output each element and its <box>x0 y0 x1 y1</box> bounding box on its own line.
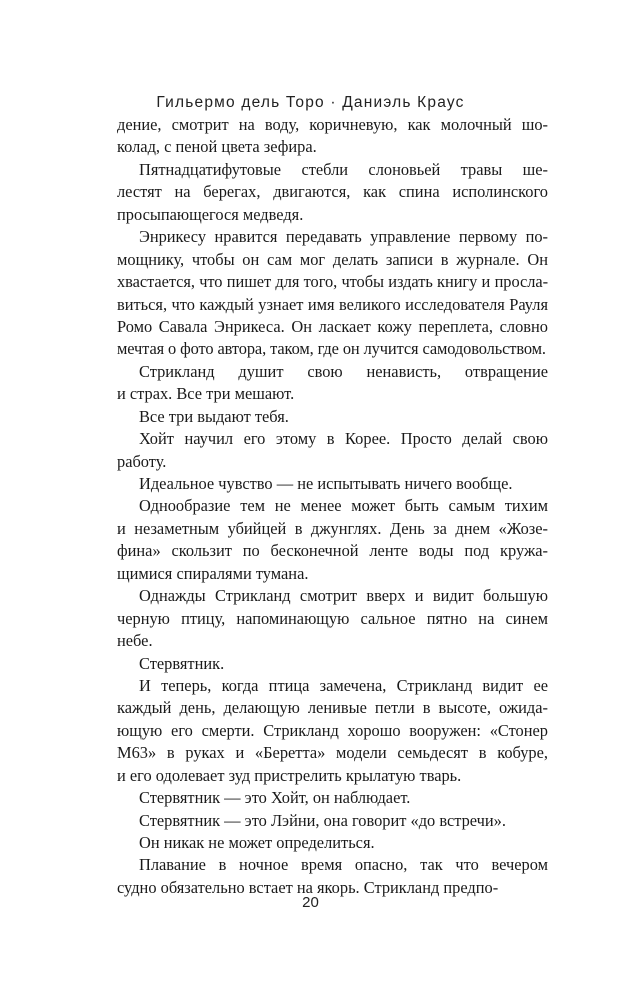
text-line: хвастается, что пишет для того, чтобы издать книгу и просла- <box>117 272 548 292</box>
text-line: мечтая о фото автора, таком, где он лучится самодовольством. <box>117 339 546 359</box>
paragraph <box>117 159 548 226</box>
paragraph <box>117 114 548 159</box>
text-line: Однажды Стрикланд смотрит вверх и видит большую <box>139 586 548 606</box>
paragraph <box>117 832 548 854</box>
text-line: ющую его смерти. Стрикланд хорошо вооружен: «Стонер <box>117 720 548 740</box>
text-line: и незаметным убийцей в джунглях. День за днем «Жозе- <box>117 518 548 538</box>
text-line: Стервятник. <box>139 653 225 673</box>
text-line: Энрикесу нравится передавать управление первому по- <box>139 227 548 247</box>
text-line: фина» скользит по бесконечной ленте воды под кружа- <box>117 541 548 561</box>
paragraph <box>117 787 548 809</box>
paragraph <box>117 361 548 406</box>
text-line: M63» в руках и «Беретта» модели семьдесят в кобуре, <box>117 743 548 763</box>
text-line: лестят на берегах, двигаются, как спина исполинского <box>117 182 548 202</box>
text-line: Стервятник — это Лэйни, она говорит «до встречи». <box>139 810 506 830</box>
text-line: Все три выдают тебя. <box>139 406 289 426</box>
text-line: мощнику, чтобы он сам мог делать записи в журнале. Он <box>117 249 548 269</box>
paragraph <box>117 495 548 585</box>
paragraph <box>117 226 548 361</box>
text-line: колад, с пеной цвета зефира. <box>117 137 317 157</box>
paragraph <box>117 406 548 428</box>
text-line: дение, смотрит на воду, коричневую, как молочный шо- <box>117 115 548 134</box>
running-head: Гильермо дель Торо · Даниэль Краус <box>156 94 465 111</box>
paragraph <box>117 810 548 832</box>
text-line: черную птицу, напоминающую сальное пятно на синем <box>117 608 548 628</box>
text-line: щимися спиралями тумана. <box>117 563 309 583</box>
paragraph <box>117 428 548 473</box>
paragraph <box>117 854 548 899</box>
paragraph <box>117 653 548 675</box>
text-line: и страх. Все три мешают. <box>117 384 295 404</box>
text-line: и его одолевает зуд пристрелить крылатую тварь. <box>117 765 462 785</box>
text-line: Ромо Савала Энрикеса. Он ласкает кожу переплета, словно <box>117 316 548 336</box>
body-text <box>117 114 548 899</box>
text-line: Хойт научил его этому в Корее. Просто делай свою <box>139 429 548 449</box>
text-line: Однообразие тем не менее может быть самым тихим <box>139 496 548 516</box>
text-line: Идеальное чувство — не испытывать ничего вообще. <box>139 474 513 493</box>
text-line: И теперь, когда птица замечена, Стрикланд видит ее <box>139 675 548 695</box>
text-line: Стрикланд душит свою ненависть, отвращение <box>139 361 548 381</box>
text-line: Стервятник — это Хойт, он наблюдает. <box>139 788 411 808</box>
text-line: судно обязательно встает на якорь. Стрикланд предпо- <box>117 877 499 897</box>
text-line: небе. <box>117 631 153 651</box>
paragraph <box>117 473 548 495</box>
text-line: каждый день, делающую ленивые петли в высоте, ожида- <box>117 698 548 718</box>
paragraph <box>117 585 548 652</box>
page-number: 20 <box>302 894 319 911</box>
text-line: Он никак не может определиться. <box>139 833 375 852</box>
text-line: виться, что каждый узнает имя великого исследователя Рауля <box>117 294 548 314</box>
text-line: работу. <box>117 451 167 471</box>
text-line: Пятнадцатифутовые стебли слоновьей травы ше- <box>139 159 548 179</box>
text-line: просыпающегося медведя. <box>117 204 304 224</box>
paragraph <box>117 675 548 787</box>
text-line: Плавание в ночное время опасно, так что вечером <box>139 855 548 875</box>
